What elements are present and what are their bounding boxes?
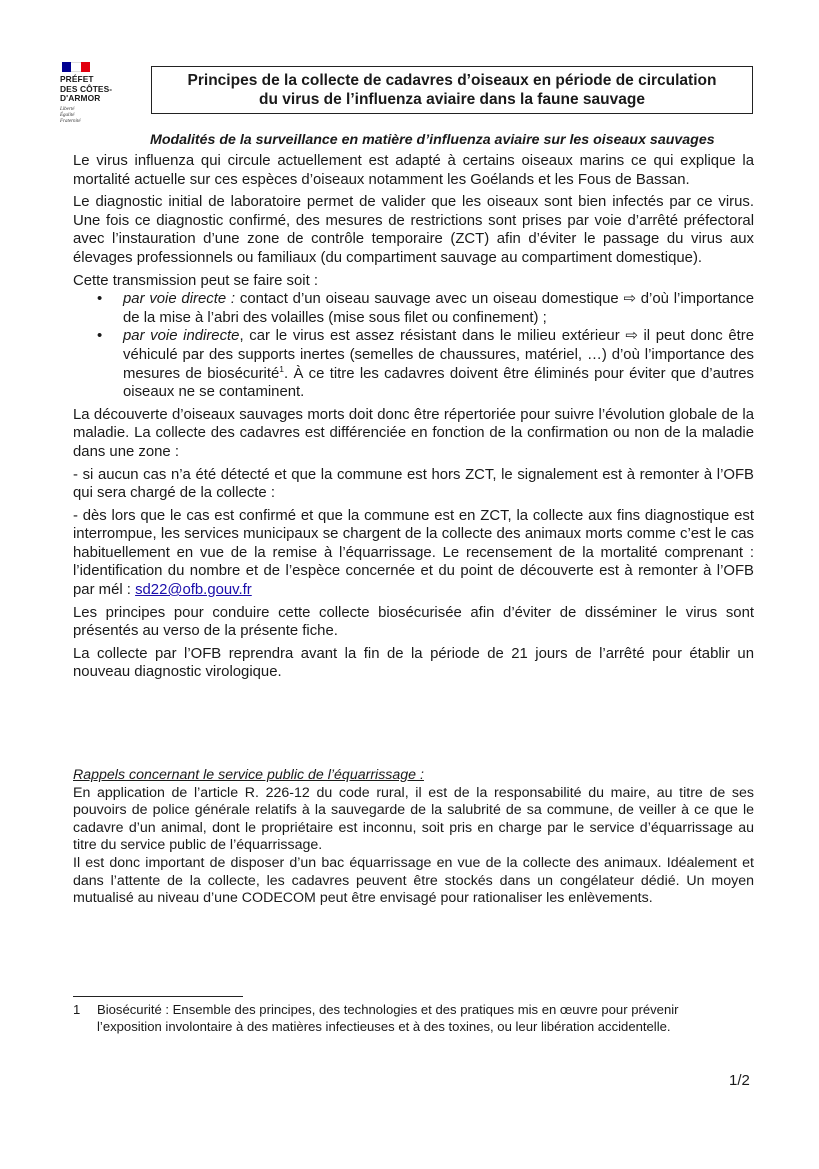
paragraph-virus: Le virus influenza qui circule actuellement est adapté à certains oiseaux marins ce qui explique la mortalité actuelle sur ces espèces d’oiseaux notamment les Goélands et les Fous de Bassan. xyxy=(73,153,754,188)
footnote-text: Biosécurité : Ensemble des principes, des technologies et des pratiques mis en œuvre pour prévenir l’exposition involontaire à des matières infectieuses et à des toxines, ou leur libération accidentelle. xyxy=(97,1002,679,1034)
list-item-voie-directe xyxy=(73,290,754,327)
bullet-icon: • xyxy=(97,328,103,345)
prefecture-logo xyxy=(60,62,140,125)
logo-motto: Liberté Égalité Fraternité xyxy=(60,106,81,124)
bullet-text: , car le virus est assez résistant dans le milieu extérieur ⇨ il peut donc être véhiculé par des supports inertes (semelles de chaussures, matériel, …) d’où l’importance des mesures de biosécurité xyxy=(123,328,754,382)
paragraph-en-zct-text: - dès lors que le cas est confirmé et que la commune est en ZCT, la collecte aux fins diagnostique est interrompue, les services municipaux se chargent de la collecte des animaux morts comme c’est le cas habituellement en vue de la remise à l’équarrissage. Le recensement de la mortalité comprenant : l’identification du nombre et de l’espèce concernée et du point de découverte est à remonter à l’OFB par mél : xyxy=(73,507,754,599)
bullet-text-end: . À ce titre les cadavres doivent être éliminés pour éviter que d’autres oiseaux ne se contaminent. xyxy=(123,365,754,401)
paragraph-reprise: La collecte par l’OFB reprendra avant la fin de la période de 21 jours de l’arrêté pour établir un nouveau diagnostic virologique. xyxy=(73,645,754,681)
paragraph-principes: Les principes pour conduire cette collecte biosécurisée afin d’éviter de disséminer le virus sont présentés au verso de la présente fiche. xyxy=(73,604,754,640)
paragraph-decouverte: La découverte d’oiseaux sauvages morts doit donc être répertoriée pour suivre l’évolution globale de la maladie. La collecte des cadavres est différenciée en fonction de la confirmation ou non de la maladie dans une zone : xyxy=(73,406,754,460)
rappel-section xyxy=(73,767,754,908)
rappel-paragraph-bac: Il est donc important de disposer d’un bac équarrissage en vue de la collecte des animaux. Idéalement et dans l’attente de la collecte, les cadavres peuvent être stockés dans un congélateur dédié. Un moyen mutualisé au niveau d’une CODECOM peut être envisagé pour rationaliser les enlèvements. xyxy=(73,854,754,907)
rappel-paragraph-article: En application de l’article R. 226-12 du code rural, il est de la responsabilité du maire, au titre de ses pouvoirs de police générale relatifs à la sauvegarde de la salubrité de sa commune, de veiller à ce que le cadavre d’un animal, dont le propriétaire est inconnu, soit pris en charge par le service d’équarrissage au titre du service public de l’équarrissage. xyxy=(73,784,754,854)
paragraph-transmission: Cette transmission peut se faire soit : xyxy=(73,272,318,289)
main-content xyxy=(73,152,754,686)
paragraph-diagnostic: Le diagnostic initial de laboratoire permet de valider que les oiseaux sont bien infectés par ce virus. Une fois ce diagnostic confirmé, des mesures de restrictions sont prises par voie d’arrêté préfectoral avec l’instauration d’une zone de contrôle temporaire (ZCT) afin d’éviter le passage du virus aux élevages professionnels ou familiaux (du compartiment sauvage au compartiment domestique). xyxy=(73,194,754,266)
bullet-text: contact d’un oiseau sauvage avec un oiseau domestique ⇨ d’où l’importance de la mise à l’abri des volailles (mise sous filet ou confinement) ; xyxy=(123,291,754,326)
paragraph-hors-zct: - si aucun cas n’a été détecté et que la commune est hors ZCT, le signalement est à remonter à l’OFB qui sera chargé de la collecte : xyxy=(73,466,754,502)
footnote-ref-link[interactable]: 1 xyxy=(279,363,285,374)
marianne-flag-icon xyxy=(62,62,90,72)
bullet-icon: • xyxy=(97,291,103,308)
footnote xyxy=(73,1001,733,1035)
list-item-voie-indirecte xyxy=(73,327,754,401)
email-link[interactable]: sd22@ofb.gouv.fr xyxy=(135,582,252,599)
footnote-number: 1 xyxy=(73,1002,81,1017)
footnote-separator xyxy=(73,996,243,997)
bullet-label: par voie indirecte xyxy=(123,328,240,345)
section-subtitle: Modalités de la surveillance en matière d’influenza aviaire sur les oiseaux sauvages xyxy=(150,132,715,148)
paragraph-en-zct xyxy=(73,507,754,600)
document-title: Principes de la collecte de cadavres d’oiseaux en période de circulation du virus de l’influenza aviaire dans la faune sauvage xyxy=(151,66,753,114)
page-number: 1/2 xyxy=(729,1072,750,1089)
rappel-title: Rappels concernant le service public de l’équarrissage : xyxy=(73,767,424,783)
bullet-label: par voie directe : xyxy=(123,291,236,308)
logo-prefecture-name: PRÉFET DES CÔTES- D'ARMOR xyxy=(60,74,113,103)
